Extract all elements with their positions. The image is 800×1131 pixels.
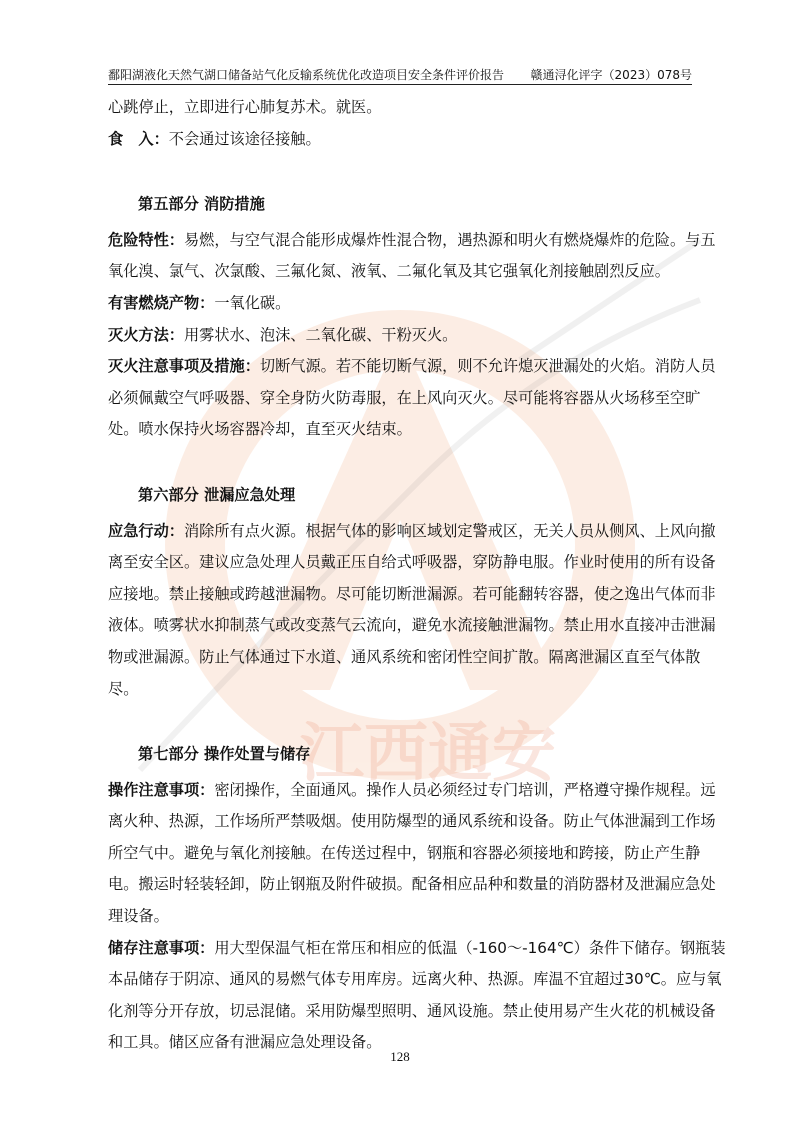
- fire-notes-paragraph: [108, 351, 728, 446]
- header-report-number: 赣通浔化评字（2023）078号: [530, 68, 692, 82]
- page-number: 128: [390, 1049, 410, 1064]
- operation-text: 密闭操作，全面通风。操作人员必须经过专门培训，严格遵守操作规程。远离火种、热源，工作场所严禁吸烟。使用防爆型的通风系统和设备。防止气体泄漏到工作场所空气中。避免与氧化剂接触。在传送过程中，钢瓶和容器必须接地和跨接，防止产生静电。搬运时轻装轻卸，防止钢瓶及附件破损。配备相应品种和数量的消防器材及泄漏应急处理设备。: [108, 780, 716, 926]
- extinguish-label: 灭火方法：: [108, 325, 184, 344]
- storage-label: 储存注意事项：: [108, 938, 215, 957]
- part5-heading: 第五部分 消防措施: [138, 195, 265, 214]
- operation-paragraph: [108, 775, 728, 933]
- hazard-text: 易燃，与空气混合能形成爆炸性混合物，遇热源和明火有燃烧爆炸的危险。与五氧化溴、氯气、次氯酸、三氟化氮、液氧、二氟化氧及其它强氧化剂接触剧烈反应。: [108, 230, 716, 281]
- storage-text: 用大型保温气柜在常压和相应的低温（-160～-164℃）条件下储存。钢瓶装本品储存于阴凉、通风的易燃气体专用库房。远离火种、热源。库温不宜超过30℃。应与氧化剂等分开存放，切忌混储。采用防爆型照明、通风设施。禁止使用易产生火花的机械设备和工具。储区应备有泄漏应急处理设备。: [108, 938, 726, 1052]
- emergency-text: 消除所有点火源。根据气体的影响区域划定警戒区，无关人员从侧风、上风向撤离至安全区。建议应急处理人员戴正压自给式呼吸器，穿防静电服。作业时使用的所有设备应接地。禁止接触或跨越泄漏物。尽可能切断泄漏源。若可能翻转容器，使之逸出气体而非液体。喷雾状水抑制蒸气或改变蒸气云流向，避免水流接触泄漏物。禁止用水直接冲击泄漏物或泄漏源。防止气体通过下水道、通风系统和密闭性空间扩散。隔离泄漏区直至气体散尽。: [108, 521, 716, 698]
- operation-label: 操作注意事项：: [108, 780, 215, 799]
- storage-paragraph: [108, 933, 728, 1059]
- ingestion-label: 食 入：: [108, 129, 169, 148]
- combustion-text: 一氧化碳。: [214, 293, 291, 312]
- combustion-paragraph: [108, 288, 728, 320]
- part6-heading: 第六部分 泄漏应急处理: [138, 485, 296, 504]
- part7-heading: 第七部分 操作处置与储存: [138, 745, 311, 764]
- extinguish-text: 用雾状水、泡沫、二氧化碳、干粉灭火。: [183, 325, 458, 344]
- hazard-label: 危险特性：: [108, 230, 184, 249]
- hazard-paragraph: [108, 225, 728, 288]
- header-report-title: 鄱阳湖液化天然气湖口储备站气化反输系统优化改造项目安全条件评价报告: [108, 68, 505, 82]
- ingestion-paragraph: [108, 124, 728, 156]
- ingestion-text: 不会通过该途径接触。: [168, 129, 321, 148]
- emergency-paragraph: [108, 516, 728, 706]
- combustion-label: 有害燃烧产物：: [108, 293, 215, 312]
- intro-line: 心跳停止，立即进行心肺复苏术。就医。: [108, 98, 382, 116]
- emergency-label: 应急行动：: [108, 521, 184, 540]
- watermark-company-text: 江西通安: [300, 717, 556, 791]
- extinguish-paragraph: [108, 320, 728, 352]
- fire-notes-label: 灭火注意事项及措施：: [108, 357, 260, 376]
- document-body: [108, 92, 728, 1059]
- page-header: [108, 66, 692, 85]
- fire-notes-text: 切断气源。若不能切断气源，则不允许熄灭泄漏处的火焰。消防人员必须佩戴空气呼吸器、穿全身防火防毒服，在上风向灭火。尽可能将容器从火场移至空旷处。喷水保持火场容器冷却，直至灭火结束。: [108, 357, 716, 439]
